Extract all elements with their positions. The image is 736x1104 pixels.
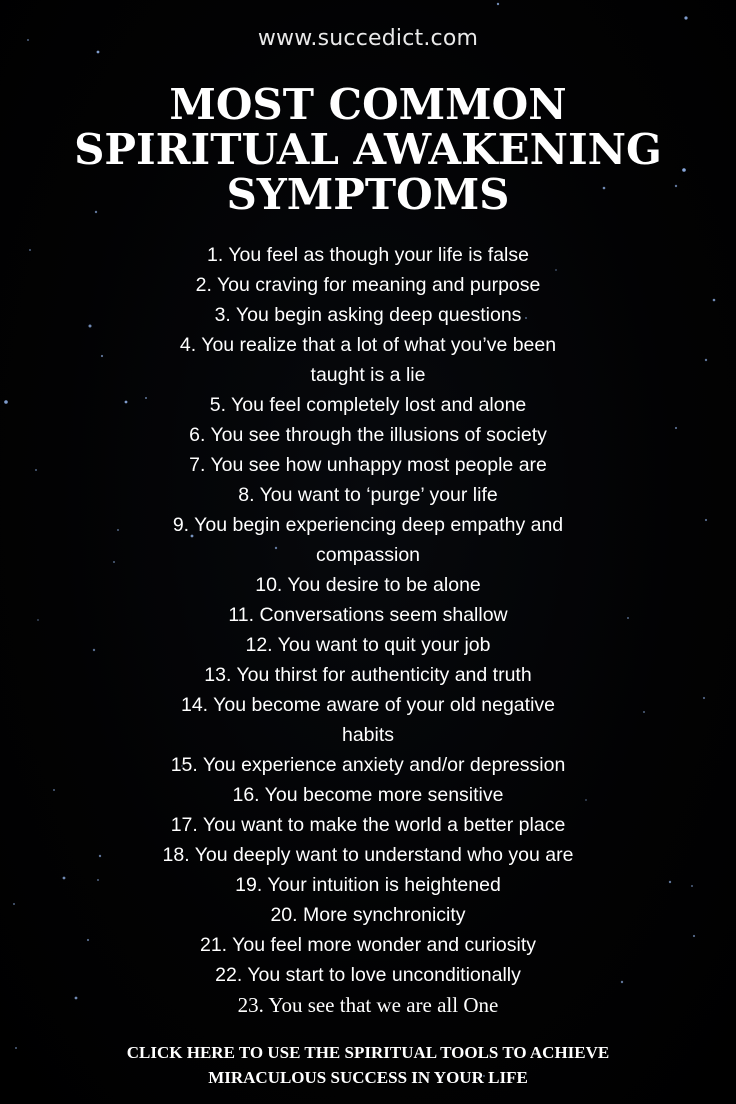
cta-line-2[interactable]: MIRACULOUS SUCCESS IN YOUR LIFE <box>208 1068 528 1087</box>
cta-line-1[interactable]: CLICK HERE TO USE THE SPIRITUAL TOOLS TO ACHIEVE <box>126 1043 610 1062</box>
list-item: habits <box>341 724 395 746</box>
list-item: 14. You become aware of your old negative <box>180 694 555 716</box>
list-item: 2. You craving for meaning and purpose <box>195 274 541 296</box>
title-line-1: MOST COMMON <box>169 80 567 129</box>
list-item: 23. You see that we are all One <box>237 993 499 1017</box>
cta-link[interactable] <box>0 1040 736 1090</box>
list-item: 8. You want to ‘purge’ your life <box>238 484 498 506</box>
list-item: 3. You begin asking deep questions <box>214 304 522 326</box>
list-item: 9. You begin experiencing deep empathy and <box>172 514 564 536</box>
list-item: 21. You feel more wonder and curiosity <box>199 934 537 956</box>
list-item: 7. You see how unhappy most people are <box>189 454 547 476</box>
list-item: 12. You want to quit your job <box>245 634 491 656</box>
list-item: 18. You deeply want to understand who you are <box>162 844 574 866</box>
list-item: 4. You realize that a lot of what you’ve been <box>179 334 557 356</box>
title-line-2: SPIRITUAL AWAKENING <box>74 125 662 174</box>
list-item: 1. You feel as though your life is false <box>207 244 529 266</box>
title-line-3: SYMPTOMS <box>226 170 510 219</box>
list-item: 10. You desire to be alone <box>255 574 481 596</box>
list-item: 20. More synchronicity <box>270 904 466 926</box>
list-item: 15. You experience anxiety and/or depression <box>170 754 566 776</box>
page-title <box>0 82 736 217</box>
list-item: 13. You thirst for authenticity and truth <box>204 664 532 686</box>
symptom-list <box>40 240 696 1020</box>
list-item: taught is a lie <box>310 364 426 386</box>
list-item: 16. You become more sensitive <box>232 784 504 806</box>
list-item: 17. You want to make the world a better place <box>170 814 566 836</box>
list-item: 11. Conversations seem shallow <box>228 604 508 626</box>
list-item: 22. You start to love unconditionally <box>215 964 521 986</box>
site-url: www.succedict.com <box>257 26 479 51</box>
list-item: 5. You feel completely lost and alone <box>209 394 527 416</box>
list-item: 6. You see through the illusions of society <box>189 424 547 446</box>
list-item: compassion <box>315 544 421 566</box>
list-item: 19. Your intuition is heightened <box>235 874 501 896</box>
